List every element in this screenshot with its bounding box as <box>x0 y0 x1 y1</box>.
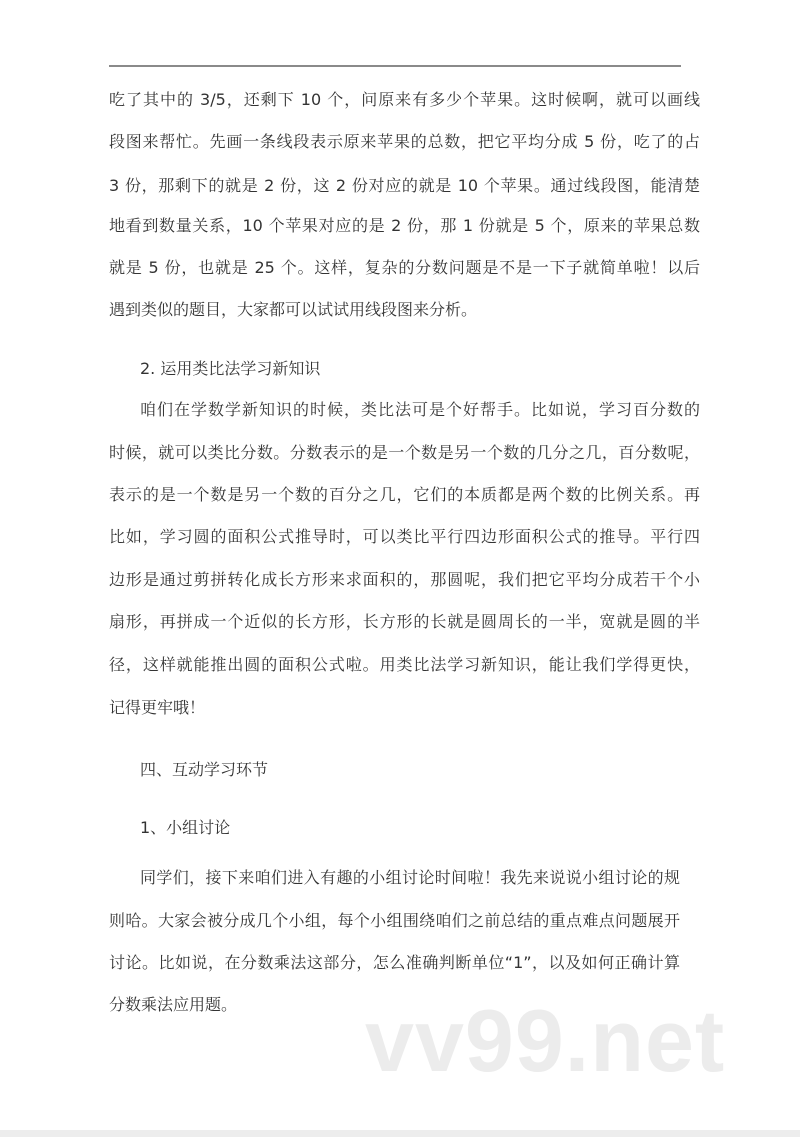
text-line: 扇形，再拼成一个近似的长方形，长方形的长就是圆周长的一半，宽就是圆的半 <box>109 612 700 631</box>
text-line: 记得更牢哦！ <box>109 698 206 717</box>
text-line: 同学们，接下来咱们进入有趣的小组讨论时间啦！我先来说说小组讨论的规 <box>140 868 680 887</box>
text-line: 径，这样就能推出圆的面积公式啦。用类比法学习新知识，能让我们学得更快， <box>109 655 700 674</box>
text-line: 时候，就可以类比分数。分数表示的是一个数是另一个数的几分之几，百分数呢， <box>109 443 700 462</box>
heading-group-discussion: 1、小组讨论 <box>140 818 231 837</box>
text-line: 表示的是一个数是另一个数的百分之几，它们的本质都是两个数的比例关系。再 <box>109 485 700 504</box>
text-line: 比如，学习圆的面积公式推导时，可以类比平行四边形面积公式的推导。平行四 <box>109 527 700 546</box>
text-line: 吃了其中的 3/5，还剩下 10 个，问原来有多少个苹果。这时候啊，就可以画线 <box>109 90 700 109</box>
heading-analogy-method: 2. 运用类比法学习新知识 <box>140 359 321 378</box>
page-bottom-edge <box>0 1130 800 1137</box>
text-line: 就是 5 份，也就是 25 个。这样，复杂的分数问题是不是一下子就简单啦！以后 <box>109 258 700 277</box>
text-line: 3 份，那剩下的就是 2 份，这 2 份对应的就是 10 个苹果。通过线段图，能清楚 <box>109 176 700 195</box>
text-line: 分数乘法应用题。 <box>109 995 238 1014</box>
text-line: 遇到类似的题目，大家都可以试试用线段图来分析。 <box>109 300 478 319</box>
text-line: 段图来帮忙。先画一条线段表示原来苹果的总数，把它平均分成 5 份，吃了的占 <box>109 132 700 151</box>
text-line: 讨论。比如说，在分数乘法这部分，怎么准确判断单位“1”，以及如何正确计算 <box>109 953 680 972</box>
text-line: 地看到数量关系，10 个苹果对应的是 2 份，那 1 份就是 5 个，原来的苹果总数 <box>109 216 700 235</box>
text-line: 则哈。大家会被分成几个小组，每个小组围绕咱们之前总结的重点难点问题展开 <box>109 911 680 930</box>
header-rule <box>109 65 681 67</box>
text-line: 咱们在学数学新知识的时候，类比法可是个好帮手。比如说，学习百分数的 <box>140 400 700 419</box>
heading-interactive-learning: 四、互动学习环节 <box>140 760 269 779</box>
watermark: vv99.net <box>365 991 726 1090</box>
text-line: 边形是通过剪拼转化成长方形来求面积的，那圆呢，我们把它平均分成若干个小 <box>109 570 700 589</box>
